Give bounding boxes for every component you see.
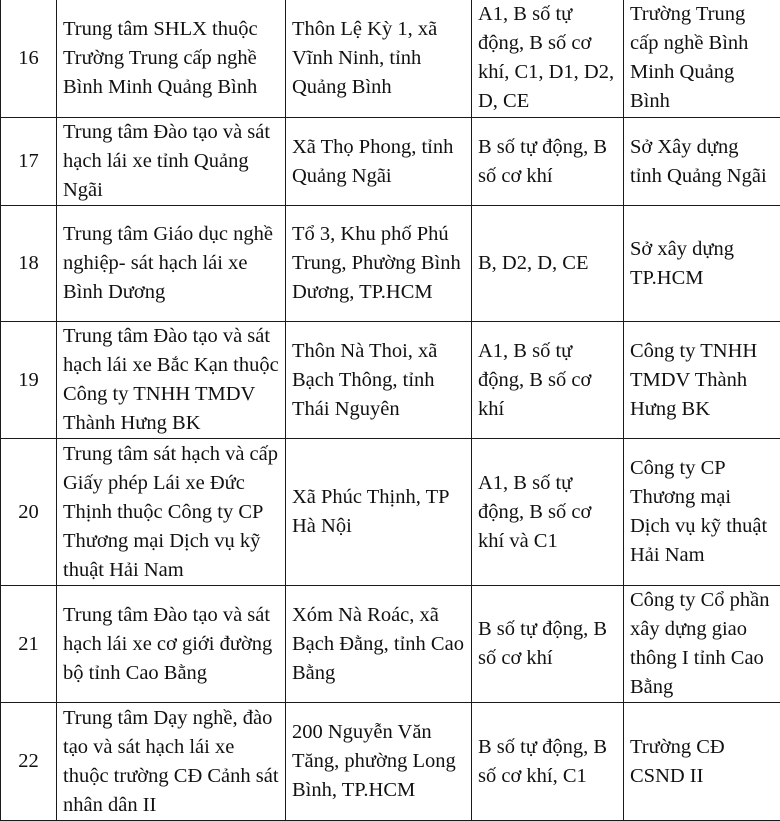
center-address: Xã Thọ Phong, tỉnh Quảng Ngãi	[286, 118, 472, 206]
table-row	[1, 0, 780, 118]
license-classes: B số tự động, B số cơ khí	[472, 118, 624, 206]
center-address: Xã Phúc Thịnh, TP Hà Nội	[286, 439, 472, 586]
managing-unit: Sở Xây dựng tỉnh Quảng Ngãi	[624, 118, 780, 206]
center-name: Trung tâm Dạy nghề, đào tạo và sát hạch lái xe thuộc trường CĐ Cảnh sát nhân dân II	[57, 703, 286, 821]
table-row	[1, 586, 780, 703]
row-number: 18	[1, 206, 57, 322]
license-classes: B số tự động, B số cơ khí, C1	[472, 703, 624, 821]
row-number: 22	[1, 703, 57, 821]
row-number: 16	[1, 0, 57, 118]
managing-unit: Trường Trung cấp nghề Bình Minh Quảng Bình	[624, 0, 780, 118]
center-address: Xóm Nà Roác, xã Bạch Đằng, tỉnh Cao Bằng	[286, 586, 472, 703]
center-name: Trung tâm SHLX thuộc Trường Trung cấp nghề Bình Minh Quảng Bình	[57, 0, 286, 118]
center-address: 200 Nguyễn Văn Tăng, phường Long Bình, TP.HCM	[286, 703, 472, 821]
row-number: 19	[1, 322, 57, 439]
license-classes: A1, B số tự động, B số cơ khí, C1, D1, D2, D, CE	[472, 0, 624, 118]
center-address: Thôn Nà Thoi, xã Bạch Thông, tỉnh Thái Nguyên	[286, 322, 472, 439]
center-name: Trung tâm Đào tạo và sát hạch lái xe Bắc Kạn thuộc Công ty TNHH TMDV Thành Hưng BK	[57, 322, 286, 439]
license-classes: B, D2, D, CE	[472, 206, 624, 322]
license-classes: B số tự động, B số cơ khí	[472, 586, 624, 703]
managing-unit: Công ty Cổ phần xây dựng giao thông I tỉnh Cao Bằng	[624, 586, 780, 703]
table-row	[1, 322, 780, 439]
managing-unit: Sở xây dựng TP.HCM	[624, 206, 780, 322]
table-row	[1, 118, 780, 206]
center-name: Trung tâm Đào tạo và sát hạch lái xe cơ giới đường bộ tỉnh Cao Bằng	[57, 586, 286, 703]
row-number: 21	[1, 586, 57, 703]
table-row	[1, 206, 780, 322]
row-number: 20	[1, 439, 57, 586]
license-classes: A1, B số tự động, B số cơ khí	[472, 322, 624, 439]
managing-unit: Công ty CP Thương mại Dịch vụ kỹ thuật Hải Nam	[624, 439, 780, 586]
center-address: Tổ 3, Khu phố Phú Trung, Phường Bình Dương, TP.HCM	[286, 206, 472, 322]
center-name: Trung tâm Giáo dục nghề nghiệp- sát hạch lái xe Bình Dương	[57, 206, 286, 322]
license-classes: A1, B số tự động, B số cơ khí và C1	[472, 439, 624, 586]
center-name: Trung tâm Đào tạo và sát hạch lái xe tỉnh Quảng Ngãi	[57, 118, 286, 206]
row-number: 17	[1, 118, 57, 206]
table-row	[1, 703, 780, 821]
center-address: Thôn Lệ Kỳ 1, xã Vĩnh Ninh, tỉnh Quảng Bình	[286, 0, 472, 118]
managing-unit: Trường CĐ CSND II	[624, 703, 780, 821]
managing-unit: Công ty TNHH TMDV Thành Hưng BK	[624, 322, 780, 439]
center-name: Trung tâm sát hạch và cấp Giấy phép Lái xe Đức Thịnh thuộc Công ty CP Thương mại Dịch vụ kỹ thuật Hải Nam	[57, 439, 286, 586]
table-row	[1, 439, 780, 586]
